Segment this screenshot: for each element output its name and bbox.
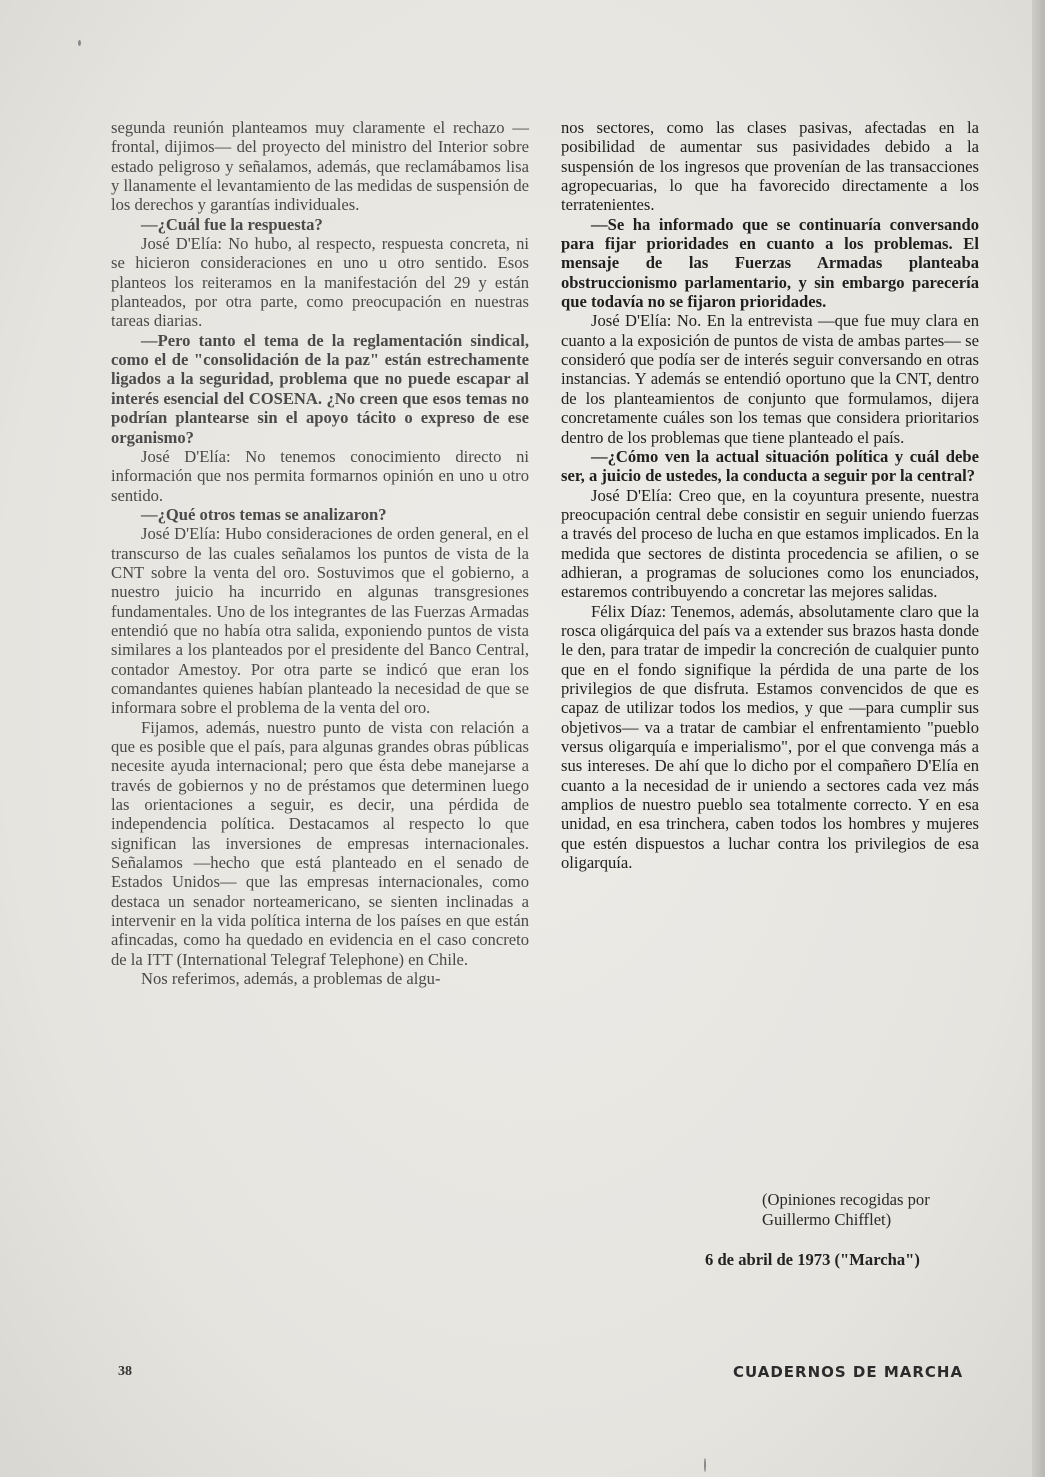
speaker-name: José D'Elía: — [591, 485, 673, 505]
dateline: 6 de abril de 1973 ("Marcha") — [705, 1250, 920, 1269]
right-column — [561, 118, 979, 872]
question-text: —¿Cómo ven la actual situación política y cuál debe ser, a juicio de ustedes, la conducta a seguir por la central? — [561, 446, 979, 486]
interview-answer — [561, 602, 979, 873]
interview-question — [111, 215, 529, 234]
interview-question — [111, 331, 529, 447]
left-column — [111, 118, 529, 988]
interview-answer — [111, 234, 529, 331]
interview-answer — [561, 311, 979, 446]
page-binding-edge — [1032, 0, 1045, 1477]
interview-question — [561, 215, 979, 312]
question-text: —¿Cuál fue la respuesta? — [141, 214, 323, 234]
paragraph: nos sectores, como las clases pasivas, afectadas en la posibilidad de aumentar sus pasividades debido a la suspensión de los ingresos que provenían de las transacciones agropecuarias, lo que ha favorecido directamente a los terratenientes. — [561, 118, 979, 215]
answer-text: Hubo consideraciones de orden general, en el transcurso de las cuales señalamos los puntos de vista de la CNT sobre la venta del oro. Sostuvimos que el gobierno, a nuestro juicio ha incurrido en algunas transgresiones fundamentales. Uno de los integrantes de las Fuerzas Armadas entendió que no había otra salida, exponiendo puntos de vista similares a los planteados por el presidente del Banco Central, contador Amestoy. Por otra parte se indicó que eran los comandantes quienes habían planteado la necesidad de que se informara sobre el problema de la venta del oro. — [111, 524, 529, 718]
speaker-name: José D'Elía: — [591, 311, 672, 331]
answer-text: Tenemos, además, absolutamente claro que la rosca oligárquica del país va a extender sus brazos hasta donde le den, para tratar de impedir la concreción de cualquier punto que en el fondo signifique la pérdida de una parte de los privilegios de que disfruta. Estamos convencidos de que es capaz de utilizar todos los medios, y que —para cumplir sus objetivos— va a tratar de cambiar el enfrentamiento "pueblo versus oligarquía e imperialismo", por el que convenga más a sus intereses. De ahí que lo dicho por el compañero D'Elía en cuanto a la necesidad de ir uniendo a sectores cada vez más amplios de nuestro pueblo sea totalmente correcto. Y en esa unidad, en esa trinchera, caben todos los hombres y mujeres que estén dispuestos a luchar contra los privilegios de esa oligarquía. — [561, 601, 979, 873]
answer-text: Creo que, en la coyuntura presente, nuestra preocupación central debe consistir en seguir uniendo fuerzas a través del proceso de lucha en que estamos implicados. En la medida que sectores de distinta procedencia se afilien, o se adhieran, a programas de soluciones como los enunciados, estaremos contribuyendo a concretar las mejores salidas. — [561, 485, 979, 602]
answer-text: No. En la entrevista —que fue muy clara en cuanto a la exposición de puntos de vista de ambas partes— se consideró que podía ser de interés seguir conversando en otras instancias. Y además se entendió oportuno que la CNT, dentro de los planteamientos de conjunto que formulamos, dijera concretamente cuáles son los temas que considera prioritarios dentro de los problemas que tiene planteado el país. — [561, 311, 980, 447]
paragraph: segunda reunión planteamos muy claramente el rechazo —frontal, dijimos— del proyecto del ministro del Interior sobre estado peligroso y señalamos, además, que reclamábamos lisa y llanamente el levantamiento de las medidas de suspensión de los derechos y garantías individuales. — [111, 118, 529, 215]
page-number: 38 — [118, 1364, 132, 1379]
interview-question — [561, 447, 979, 486]
speaker-name: José D'Elía: — [141, 446, 231, 466]
scan-speck — [78, 40, 81, 46]
interview-answer — [111, 447, 529, 505]
speaker-name: Félix Díaz: — [591, 601, 667, 621]
interview-credit — [762, 1190, 990, 1230]
question-text: —Pero tanto el tema de la reglamentación sindical, como el de "consolidación de la paz" están estrechamente ligados a la seguridad, problema que no puede escapar al interés esencial del COSENA. ¿No creen que esos temas no podrían plantearse sin el apoyo tácito o expreso de ese organismo? — [111, 330, 529, 447]
question-text: —Se ha informado que se continuaría conversando para fijar prioridades en cuanto a los problemas. El mensaje de las Fuerzas Armadas planteaba obstruccionismo parlamentario, y sin embargo parecería que todavía no se fijaron prioridades. — [561, 214, 979, 312]
credit-line-1: (Opiniones recogidas por — [762, 1190, 930, 1209]
interview-question — [111, 505, 529, 524]
question-text: —¿Qué otros temas se analizaron? — [141, 504, 387, 524]
answer-text: No tenemos conocimiento directo ni información que nos permita formarnos opinión en uno u otro sentido. — [111, 446, 529, 505]
interview-answer — [561, 486, 979, 602]
interview-answer — [111, 524, 529, 717]
running-head: CUADERNOS DE MARCHA — [733, 1363, 964, 1381]
speaker-name: José D'Elía: — [141, 234, 223, 254]
scan-speck — [704, 1458, 706, 1472]
paragraph: Nos referimos, además, a problemas de algu- — [141, 969, 441, 989]
paragraph: Fijamos, además, nuestro punto de vista con relación a que es posible que el país, para algunas grandes obras públicas necesite ayuda internacional; pero que ésta debe manejarse a través de gobiernos y no de préstamos que determinen luego las orientaciones a seguir, es decir, una pérdida de independencia política. Destacamos al respecto lo que significan las inversiones de empresas internacionales. Señalamos —hecho que está planteado en el senado de Estados Unidos— que las empresas internacionales, como destaca un senador norteamericano, se sienten inclinadas a intervenir en la vida política interna de los países en que están afincadas, como ha quedado en evidencia en el caso concreto de la ITT (International Telegraf Telephone) en Chile. — [111, 717, 529, 969]
credit-line-2: Guillermo Chifflet) — [762, 1210, 892, 1229]
speaker-name: José D'Elía: — [141, 524, 221, 544]
answer-text: No hubo, al respecto, respuesta concreta, ni se hicieron consideraciones en uno u otro sentido. Esos planteos los reiteramos en la manifestación del 29 y están planteados, por otra parte, como preocupación en nuestras tareas diarias. — [111, 234, 529, 331]
